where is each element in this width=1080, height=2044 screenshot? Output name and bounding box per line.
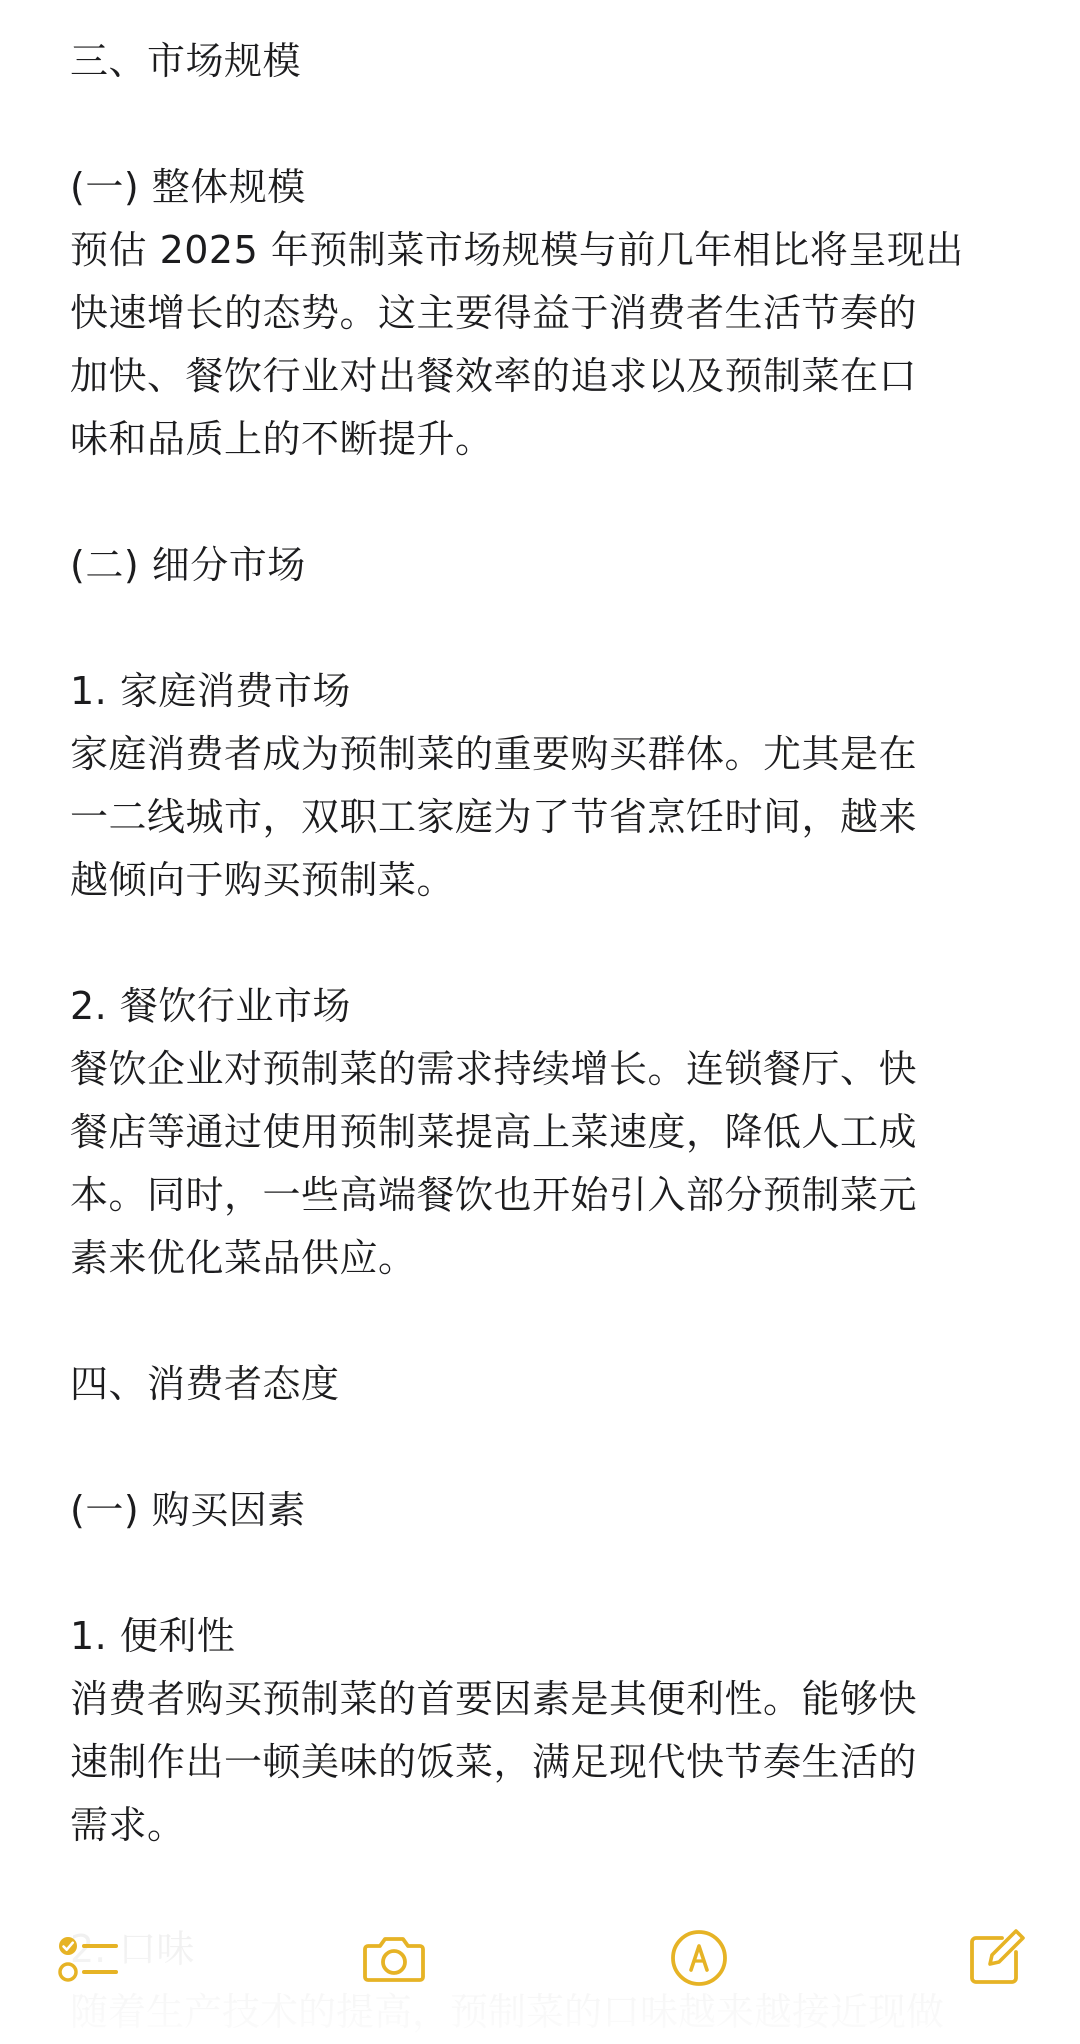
note-line: 2. 餐饮行业市场 xyxy=(70,984,351,1028)
note-line: (一) 购买因素 xyxy=(70,1488,306,1532)
note-body[interactable] xyxy=(70,30,1030,1857)
note-line: 快速增长的态势。这主要得益于消费者生活节奏的 xyxy=(70,291,918,335)
note-line-blank xyxy=(70,1290,1030,1353)
note-line: (二) 细分市场 xyxy=(70,543,306,587)
note-line: 餐店等通过使用预制菜提高上菜速度，降低人工成 xyxy=(70,1110,918,1154)
note-line: 速制作出一顿美味的饭菜，满足现代快节奏生活的 xyxy=(70,1740,918,1784)
note-line: 1. 便利性 xyxy=(70,1614,236,1658)
checklist-icon xyxy=(54,1924,122,1992)
note-line-blank xyxy=(70,93,1030,156)
note-line: 预估 2025 年预制菜市场规模与前几年相比将呈现出 xyxy=(70,228,964,272)
note-line: 越倾向于购买预制菜。 xyxy=(70,858,456,902)
note-line: 加快、餐饮行业对出餐效率的追求以及预制菜在口 xyxy=(70,354,918,398)
camera-icon xyxy=(360,1924,428,1992)
note-line: 三、市场规模 xyxy=(70,39,302,83)
note-line-blank xyxy=(70,912,1030,975)
note-line: 一二线城市，双职工家庭为了节省烹饪时间，越来 xyxy=(70,795,918,839)
markup-pen-icon xyxy=(665,1924,733,1992)
note-line: (一) 整体规模 xyxy=(70,165,306,209)
note-line: 家庭消费者成为预制菜的重要购买群体。尤其是在 xyxy=(70,732,918,776)
note-line-blank xyxy=(70,471,1030,534)
note-line: 素来优化菜品供应。 xyxy=(70,1236,417,1280)
markup-button[interactable] xyxy=(663,1922,735,1994)
note-line: 消费者购买预制菜的首要因素是其便利性。能够快 xyxy=(70,1677,918,1721)
note-line: 四、消费者态度 xyxy=(70,1362,340,1406)
note-line-blank xyxy=(70,1542,1030,1605)
note-line: 餐饮企业对预制菜的需求持续增长。连锁餐厅、快 xyxy=(70,1047,918,1091)
camera-button[interactable] xyxy=(358,1922,430,1994)
note-line: 1. 家庭消费市场 xyxy=(70,669,351,713)
compose-button[interactable] xyxy=(960,1922,1032,1994)
note-line: 本。同时，一些高端餐饮也开始引入部分预制菜元 xyxy=(70,1173,918,1217)
compose-icon xyxy=(962,1924,1030,1992)
bottom-toolbar xyxy=(0,1900,1080,2038)
note-line-blank xyxy=(70,1416,1030,1479)
note-line-blank xyxy=(70,597,1030,660)
note-line: 需求。 xyxy=(70,1803,186,1847)
note-line: 味和品质上的不断提升。 xyxy=(70,417,494,461)
checklist-button[interactable] xyxy=(52,1922,124,1994)
